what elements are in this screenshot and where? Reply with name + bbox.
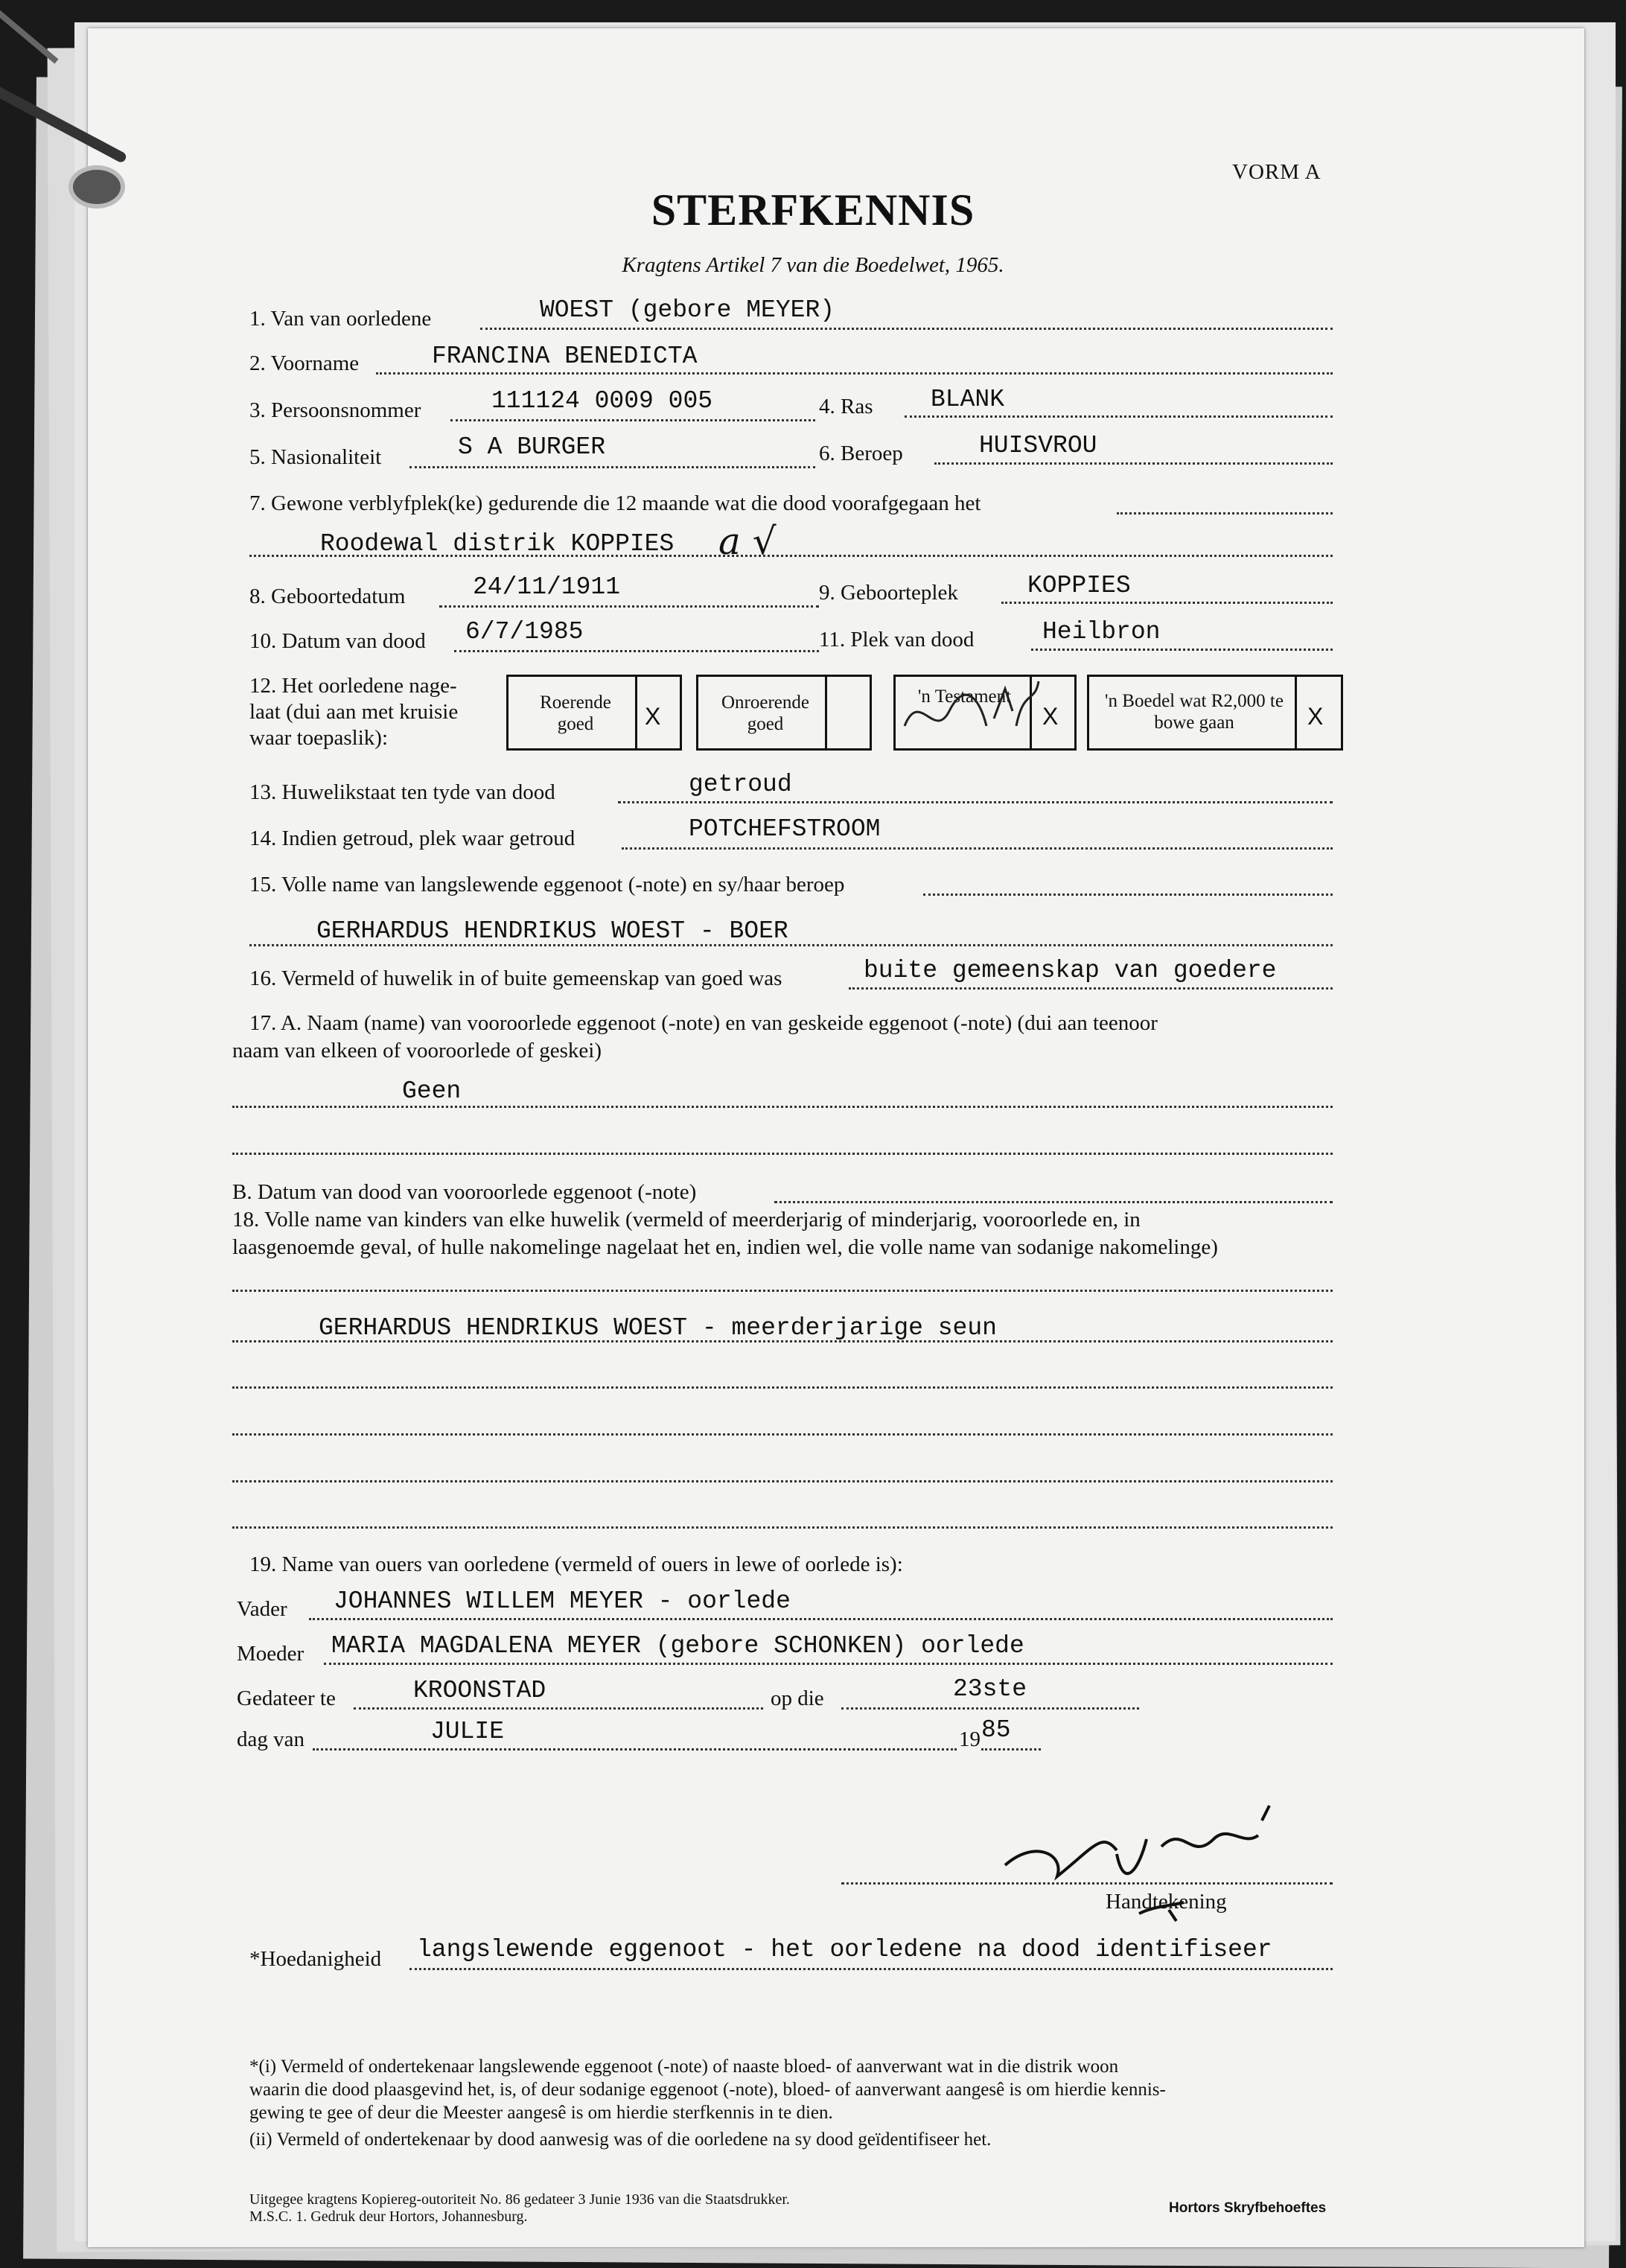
children-label-line1: 18. Volle name van kinders van elke huwelik (vermeld of meerderjarig of minderjarig, vooroorlede en, in	[232, 1208, 1141, 1232]
prior-spouse-label-line2: naam van elkeen of vooroorlede of geskei)	[232, 1039, 602, 1063]
surname-label: 1. Van van oorledene	[249, 307, 432, 331]
dotted-line	[1001, 602, 1333, 604]
dotted-line	[309, 1618, 1333, 1620]
first-names-label: 2. Voorname	[249, 351, 360, 375]
birthplace-label: 9. Geboorteplek	[819, 581, 958, 605]
year-suffix: 85	[981, 1716, 1011, 1744]
race-label: 4. Ras	[819, 395, 873, 418]
place-of-death-value: Heilbron	[1042, 618, 1161, 646]
prior-spouse-death-label: B. Datum van dood van vooroorlede eggenoot (-note)	[232, 1180, 697, 1204]
month-value: JULIE	[430, 1718, 505, 1745]
race-value: BLANK	[931, 386, 1005, 413]
children-value: GERHARDUS HENDRIKUS WOEST - meerderjarige seun	[319, 1314, 997, 1342]
on-the-label: op die	[771, 1686, 824, 1710]
dated-at-label: Gedateer te	[237, 1686, 336, 1710]
birthdate-label: 8. Geboortedatum	[249, 584, 406, 608]
dotted-line	[376, 372, 1333, 375]
year-prefix: 19	[959, 1727, 981, 1751]
dotted-line	[618, 801, 1333, 803]
day-value: 23ste	[953, 1675, 1027, 1703]
estate-box-label: Onroerende goed	[721, 692, 809, 734]
community-label: 16. Vermeld of huwelik in of buite gemeenskap van goed was	[249, 966, 782, 990]
dotted-line	[232, 1386, 1333, 1389]
handwritten-scribble-icon	[897, 674, 1046, 748]
dotted-line	[923, 893, 1333, 896]
dotted-line	[841, 1707, 1139, 1710]
printer-note-1: Uitgegee kragtens Kopiereg-outoriteit No. 86 gedateer 3 Junie 1936 van die Staatsdrukker.	[249, 2191, 790, 2208]
dotted-line	[480, 328, 1333, 330]
dotted-line	[249, 555, 1333, 557]
footnote-1-line2: waarin die dood plaasgevind het, is, of deur sodanige eggenoot (-note), bloed- of aanverwant aangesê is om hierdie kennis-	[249, 2080, 1166, 2100]
spouse-value: GERHARDUS HENDRIKUS WOEST - BOER	[316, 917, 788, 945]
dotted-line	[1031, 649, 1333, 651]
birthplace-value: KOPPIES	[1027, 572, 1131, 599]
surname-value: WOEST (gebore MEYER)	[540, 296, 835, 324]
place-married-label: 14. Indien getroud, plek waar getroud	[249, 826, 576, 850]
estate-box-over-r2000	[1087, 675, 1343, 751]
dotted-line	[454, 650, 819, 652]
dotted-line	[409, 466, 815, 468]
mother-value: MARIA MAGDALENA MEYER (gebore SCHONKEN) oorlede	[331, 1632, 1024, 1660]
dotted-line	[905, 415, 1333, 418]
father-value: JOHANNES WILLEM MEYER - oorlede	[334, 1587, 791, 1615]
month-label: dag van	[237, 1727, 305, 1751]
parents-label: 19. Name van ouers van oorledene (vermeld of ouers in lewe of oorlede is):	[249, 1552, 903, 1576]
printer-note-2: M.S.C. 1. Gedruk deur Hortors, Johannesburg.	[249, 2208, 528, 2225]
residence-label: 7. Gewone verblyfplek(ke) gedurende die 12 maande wat die dood voorafgegaan het	[249, 491, 981, 515]
dotted-line	[232, 1290, 1333, 1292]
dotted-line	[232, 1106, 1333, 1108]
estate-label-line2: laat (dui aan met kruisie	[249, 700, 459, 724]
signature-scribble-icon	[990, 1794, 1303, 1943]
dotted-line	[354, 1707, 763, 1710]
residence-value: Roodewal distrik KOPPIES	[320, 530, 675, 558]
capacity-label: *Hoedanigheid	[249, 1947, 382, 1971]
nationality-value: S A BURGER	[458, 433, 606, 461]
dotted-line	[981, 1748, 1041, 1751]
document-subtitle: Kragtens Artikel 7 van die Boedelwet, 1965.	[622, 253, 1004, 277]
place-of-death-label: 11. Plek van dood	[819, 628, 975, 652]
dotted-line	[232, 1433, 1333, 1436]
estate-box-mark: X	[1042, 703, 1059, 730]
signature-label: Handtekening	[1106, 1890, 1227, 1914]
estate-box-label: Roerende goed	[540, 692, 611, 734]
document-title: STERFKENNIS	[651, 185, 975, 235]
birthdate-value: 24/11/1911	[473, 573, 621, 601]
estate-box-mark: X	[645, 703, 661, 730]
id-number-label: 3. Persoonsnommer	[249, 398, 421, 422]
marital-status-value: getroud	[689, 771, 792, 798]
dotted-line	[324, 1663, 1333, 1665]
dotted-line	[1117, 512, 1333, 515]
id-number-value: 111124 0009 005	[491, 387, 713, 415]
dotted-line	[232, 1480, 1333, 1482]
estate-label-line3: waar toepaslik):	[249, 726, 389, 750]
form-code: VORM A	[1232, 160, 1321, 184]
estate-box-label: 'n Boedel wat R2,000 te bowe gaan	[1105, 691, 1284, 733]
footnote-1-line3: gewing te gee of deur die Meester aangesê is om hierdie sterfkennis in te dien.	[249, 2103, 833, 2123]
mother-label: Moeder	[237, 1642, 305, 1666]
dotted-line	[774, 1201, 1333, 1203]
dated-at-value: KROONSTAD	[413, 1677, 546, 1704]
estate-label-line1: 12. Het oorledene nage-	[249, 674, 457, 698]
occupation-label: 6. Beroep	[819, 442, 903, 465]
date-of-death-label: 10. Datum van dood	[249, 629, 426, 653]
capacity-value: langslewende eggenoot - het oorledene na dood identifiseer	[417, 1936, 1272, 1963]
check-mark-annotation: a √	[718, 520, 777, 563]
dotted-line	[232, 1526, 1333, 1529]
dotted-line	[313, 1748, 957, 1751]
dotted-line	[841, 1882, 1333, 1885]
community-value: buite gemeenskap van goedere	[864, 957, 1277, 984]
dotted-line	[439, 605, 819, 608]
dotted-line	[622, 847, 1333, 850]
children-label-line2: laasgenoemde geval, of hulle nakomelinge nagelaat het en, indien wel, die volle name van sodanige nakomelinge)	[232, 1235, 1218, 1259]
dotted-line	[934, 462, 1333, 465]
dotted-line	[249, 944, 1333, 946]
footnote-1-line1: *(i) Vermeld of ondertekenaar langslewende eggenoot (-note) of naaste bloed- of aanverwant wat in die distrik woon	[249, 2057, 1119, 2077]
dotted-line	[450, 419, 815, 421]
place-married-value: POTCHEFSTROOM	[689, 815, 881, 843]
footnote-2: (ii) Vermeld of ondertekenaar by dood aanwesig was of die oorledene na sy dood geïdentifiseer het.	[249, 2130, 992, 2150]
prior-spouse-label-line1: 17. A. Naam (name) van vooroorlede eggenoot (-note) en van geskeide eggenoot (-note) (dui aan teenoor	[249, 1011, 1158, 1035]
binding-string	[0, 1, 59, 63]
dotted-line	[849, 987, 1333, 990]
estate-box-label: 'n Testament	[917, 687, 1012, 707]
occupation-value: HUISVROU	[979, 432, 1097, 459]
estate-box-immovable	[696, 675, 872, 751]
nationality-label: 5. Nasionaliteit	[249, 445, 382, 469]
printer-brand: Hortors Skryfbehoeftes	[1169, 2200, 1327, 2216]
dotted-line	[409, 1968, 1333, 1970]
estate-box-mark: X	[1307, 703, 1324, 730]
dotted-line	[232, 1340, 1333, 1342]
first-names-value: FRANCINA BENEDICTA	[432, 343, 698, 370]
dotted-line	[232, 1153, 1333, 1155]
father-label: Vader	[237, 1597, 287, 1621]
spouse-label: 15. Volle name van langslewende eggenoot (-note) en sy/haar beroep	[249, 873, 845, 896]
prior-spouse-value: Geen	[402, 1077, 462, 1105]
date-of-death-value: 6/7/1985	[465, 618, 584, 646]
marital-status-label: 13. Huwelikstaat ten tyde van dood	[249, 780, 555, 804]
